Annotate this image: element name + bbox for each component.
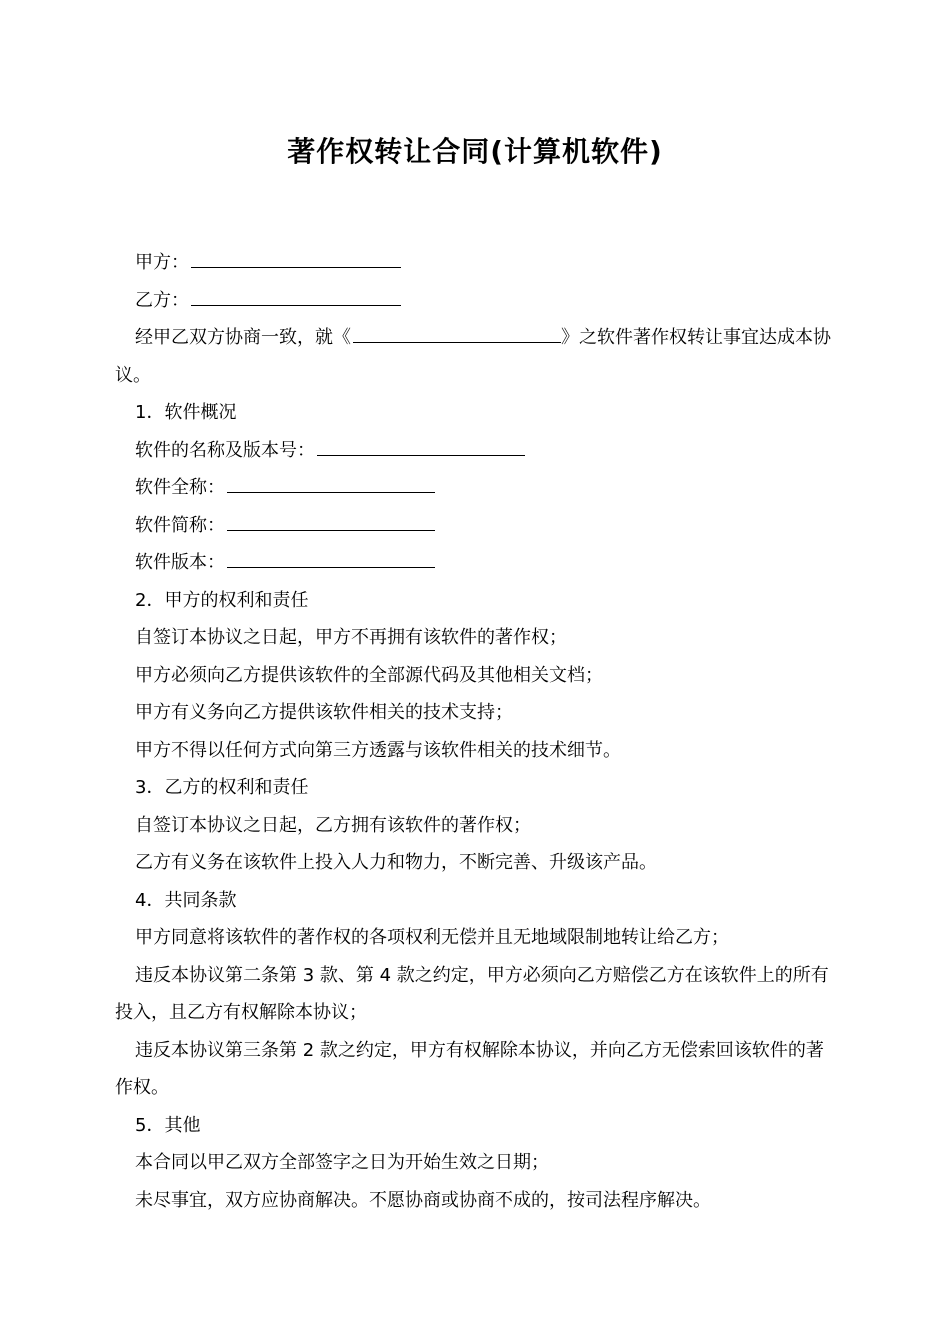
section-2-item: 甲方不得以任何方式向第三方透露与该软件相关的技术细节。 — [135, 739, 621, 761]
document-title: 著作权转让合同(计算机软件) — [287, 135, 663, 168]
section-4-heading: 4．共同条款 — [135, 889, 237, 911]
party-a-blank — [191, 247, 401, 268]
section-2-heading: 2．甲方的权利和责任 — [135, 589, 309, 611]
section-3-item: 乙方有义务在该软件上投入人力和物力，不断完善、升级该产品。 — [135, 852, 657, 873]
document-body — [115, 244, 840, 1219]
section-4-item: 甲方同意将该软件的著作权的各项权利无偿并且无地域限制地转让给乙方； — [135, 927, 729, 948]
section-2-item: 自签订本协议之日起，甲方不再拥有该软件的著作权； — [135, 627, 567, 648]
section-5-item: 本合同以甲乙双方全部签字之日为开始生效之日期； — [135, 1152, 549, 1173]
party-a-label: 甲方： — [135, 252, 189, 273]
intro-after: 》之软件著作权转让事宜达成本协议。 — [115, 327, 831, 386]
party-b-line — [115, 282, 840, 320]
section-3-heading: 3．乙方的权利和责任 — [135, 777, 309, 798]
version-blank — [227, 547, 435, 568]
software-title-blank — [353, 322, 561, 343]
section-3-item: 自签订本协议之日起，乙方拥有该软件的著作权； — [135, 814, 531, 836]
short-name-blank — [227, 510, 435, 531]
full-name-label: 软件全称： — [135, 477, 225, 498]
section-5-item: 未尽事宜，双方应协商解决。不愿协商或协商不成的，按司法程序解决。 — [135, 1189, 711, 1211]
section-2-item: 甲方必须向乙方提供该软件的全部源代码及其他相关文档； — [135, 664, 603, 686]
section-2-item: 甲方有义务向乙方提供该软件相关的技术支持； — [135, 702, 513, 723]
name-version-line — [115, 432, 840, 470]
name-version-label: 软件的名称及版本号： — [135, 439, 315, 461]
intro-paragraph — [115, 319, 840, 394]
section-5-heading: 5．其他 — [135, 1114, 201, 1136]
full-name-line — [115, 469, 840, 507]
short-name-label: 软件简称： — [135, 514, 225, 536]
intro-before: 经甲乙双方协商一致，就《 — [135, 327, 351, 348]
full-name-blank — [227, 472, 435, 493]
section-4-item: 违反本协议第二条第 3 款、第 4 款之约定，甲方必须向乙方赔偿乙方在该软件上的所有投入，且乙方有权解除本协议； — [115, 964, 829, 1023]
name-version-blank — [317, 435, 525, 456]
version-label: 软件版本： — [135, 552, 225, 573]
party-b-label: 乙方： — [135, 289, 189, 311]
section-1-heading: 1．软件概况 — [135, 402, 237, 423]
version-line — [115, 544, 840, 582]
party-b-blank — [191, 285, 401, 306]
party-a-line — [115, 244, 840, 282]
section-4-item: 违反本协议第三条第 2 款之约定，甲方有权解除本协议，并向乙方无偿索回该软件的著作权。 — [115, 1039, 824, 1098]
short-name-line — [115, 507, 840, 545]
